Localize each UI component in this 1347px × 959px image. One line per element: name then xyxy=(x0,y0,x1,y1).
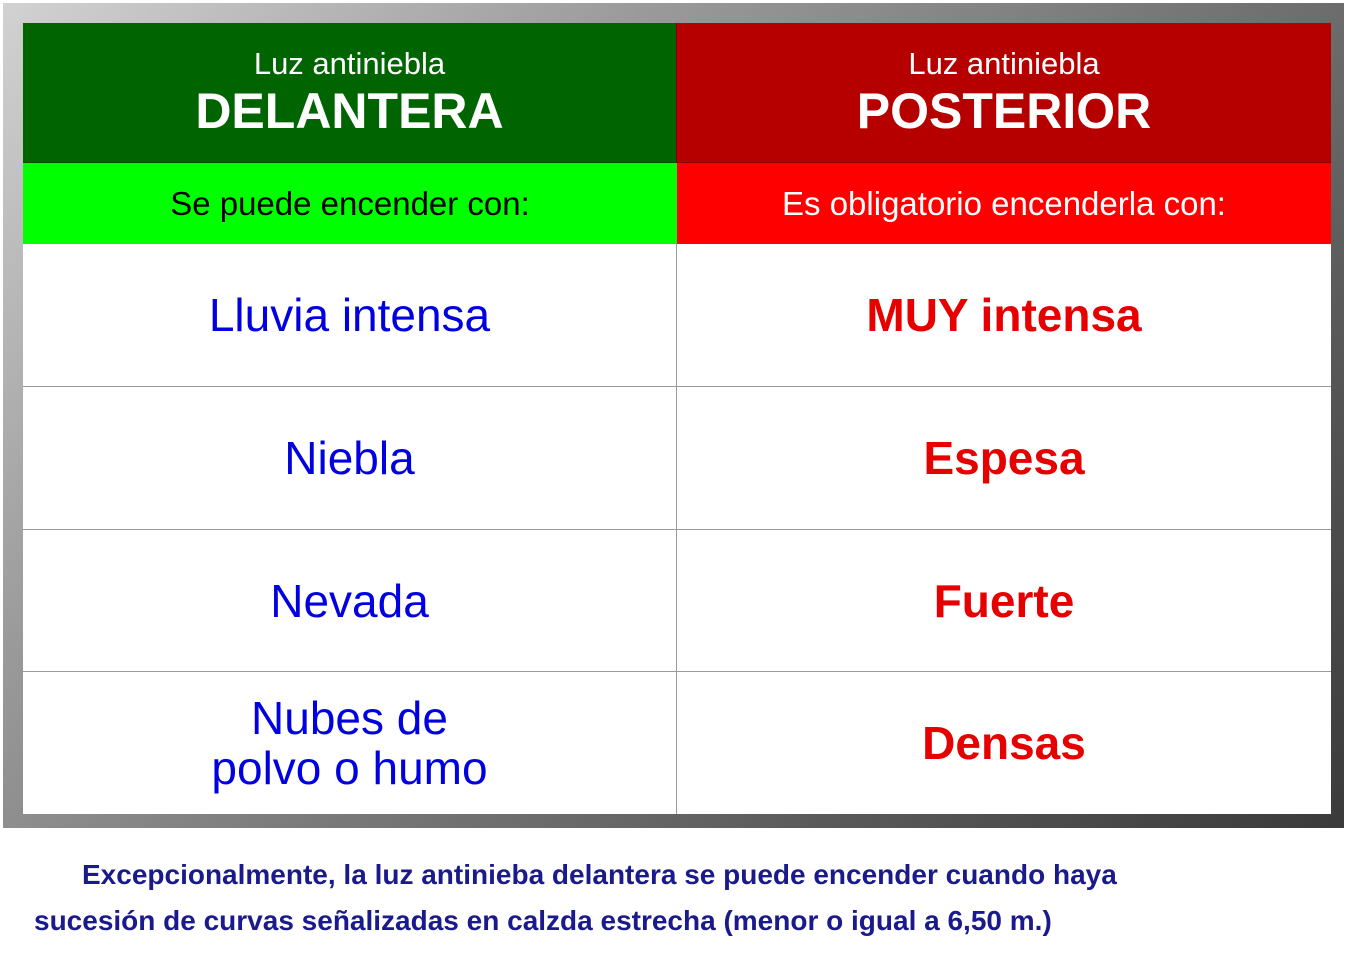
rear-condition-cell xyxy=(677,387,1331,530)
table-frame xyxy=(3,3,1344,828)
front-fog-light-header xyxy=(23,23,677,162)
front-subheader: Se puede encender con: xyxy=(23,162,677,244)
exception-footnote xyxy=(34,852,1329,944)
front-condition-fog: Niebla xyxy=(284,432,415,484)
footnote-line-2: sucesión de curvas señalizadas en calzda estrecha (menor o igual a 6,50 m.) xyxy=(34,905,1052,936)
fog-light-table xyxy=(23,23,1331,814)
rear-condition-cell xyxy=(677,244,1331,387)
rear-header-subtitle: Luz antiniebla xyxy=(908,45,1100,81)
front-condition-cell xyxy=(23,387,677,530)
front-condition-cell xyxy=(23,672,677,814)
front-condition-dust-line-1: Nubes de xyxy=(251,692,448,744)
footnote-line-1: Excepcionalmente, la luz antinieba delantera se puede encender cuando haya xyxy=(82,859,1117,890)
rear-condition-cell xyxy=(677,672,1331,814)
rear-condition-cell xyxy=(677,530,1331,672)
rear-condition-dust: Densas xyxy=(922,717,1086,769)
rear-condition-rain: MUY intensa xyxy=(866,289,1142,341)
rear-header-title: POSTERIOR xyxy=(856,82,1152,139)
front-condition-dust-line-2: polvo o humo xyxy=(211,742,488,794)
rear-condition-fog: Espesa xyxy=(923,432,1085,484)
front-condition-rain: Lluvia intensa xyxy=(208,289,491,341)
rear-fog-light-header xyxy=(677,23,1331,162)
front-header-subtitle: Luz antiniebla xyxy=(253,45,446,81)
front-condition-cell xyxy=(23,530,677,672)
rear-subheader: Es obligatorio encenderla con: xyxy=(677,162,1331,244)
front-header-title: DELANTERA xyxy=(195,82,504,139)
rear-condition-snow: Fuerte xyxy=(933,574,1075,627)
front-condition-snow: Nevada xyxy=(270,574,429,627)
front-condition-cell xyxy=(23,244,677,387)
